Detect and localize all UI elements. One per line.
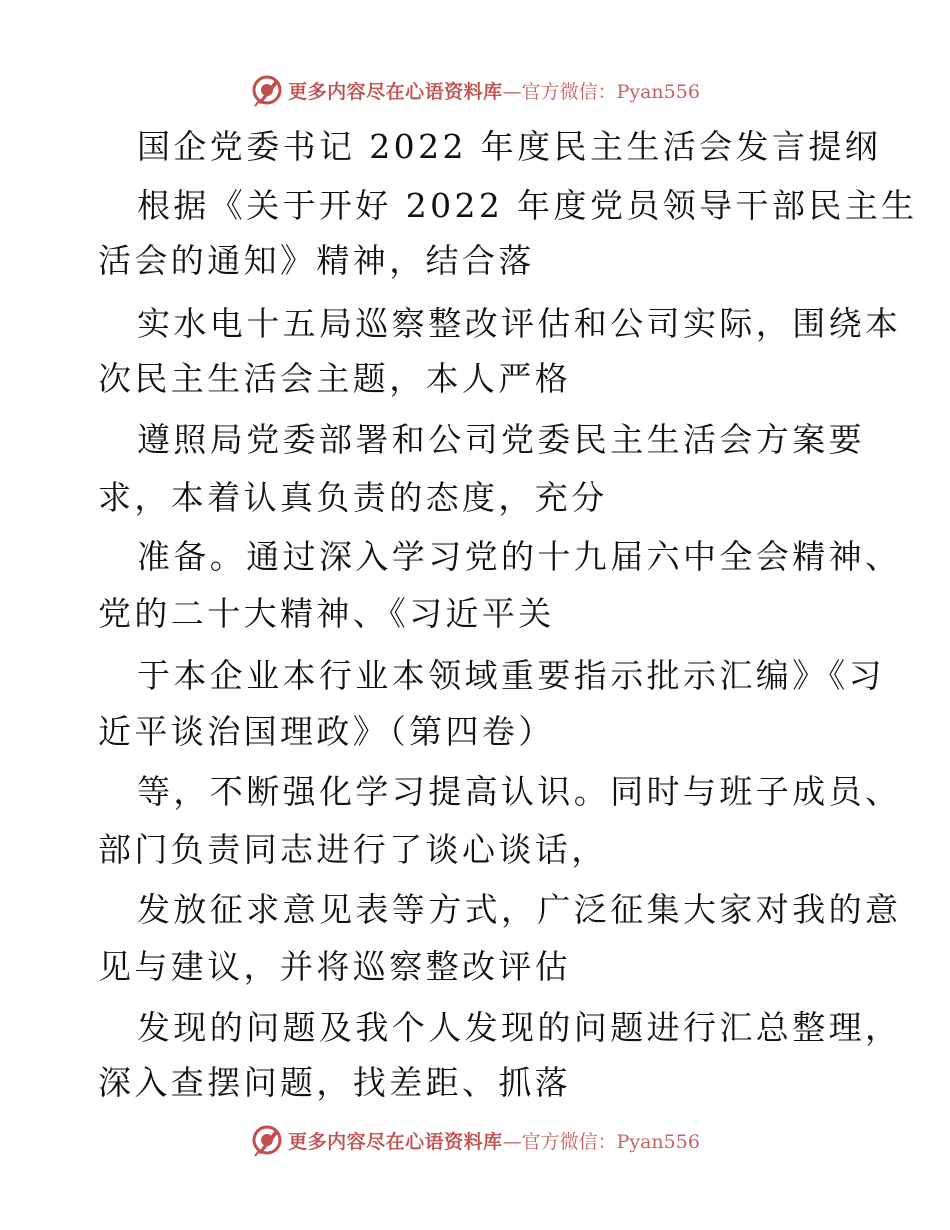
paragraph-line: 党的二十大精神、《习近平关 bbox=[98, 594, 555, 633]
document-title: 国企党委书记 2022 年度民主生活会发言提纲 bbox=[137, 127, 882, 166]
paragraph-line: 求，本着认真负责的态度，充分 bbox=[98, 478, 608, 517]
paragraph-line: 次民主生活会主题，本人严格 bbox=[98, 359, 572, 398]
paragraph-line: 实水电十五局巡察整改评估和公司实际，围绕本 bbox=[137, 304, 902, 343]
watermark-text: 更多内容尽在心语资料库 bbox=[288, 80, 503, 103]
watermark-wechat: —官方微信：Pyan556 bbox=[502, 80, 700, 103]
paragraph-line: 近平谈治国理政》（第四卷） bbox=[98, 712, 555, 751]
paragraph-line: 等，不断强化学习提高认识。同时与班子成员、 bbox=[137, 772, 902, 811]
paragraph-line: 部门负责同志进行了谈心谈话， bbox=[98, 830, 608, 869]
paragraph-line: 发放征求意见表等方式，广泛征集大家对我的意 bbox=[137, 890, 902, 929]
watermark-footer bbox=[0, 1120, 950, 1160]
paragraph-line: 根据《关于开好 2022 年度党员领导干部民主生 bbox=[137, 186, 918, 225]
paragraph-line: 见与建议，并将巡察整改评估 bbox=[98, 947, 572, 986]
paragraph-line: 准备。通过深入学习党的十九届六中全会精神、 bbox=[137, 537, 902, 576]
quill-logo-icon bbox=[250, 1123, 284, 1157]
paragraph-line: 发现的问题及我个人发现的问题进行汇总整理， bbox=[137, 1008, 902, 1047]
paragraph-line: 活会的通知》精神，结合落 bbox=[98, 241, 535, 280]
watermark-text: 更多内容尽在心语资料库 bbox=[288, 1130, 503, 1153]
paragraph-line: 遵照局党委部署和公司党委民主生活会方案要 bbox=[137, 420, 865, 459]
watermark-wechat: —官方微信：Pyan556 bbox=[502, 1130, 700, 1153]
paragraph-line: 于本企业本行业本领域重要指示批示汇编》《习 bbox=[137, 656, 885, 695]
paragraph-line: 深入查摆问题，找差距、抓落 bbox=[98, 1063, 572, 1102]
